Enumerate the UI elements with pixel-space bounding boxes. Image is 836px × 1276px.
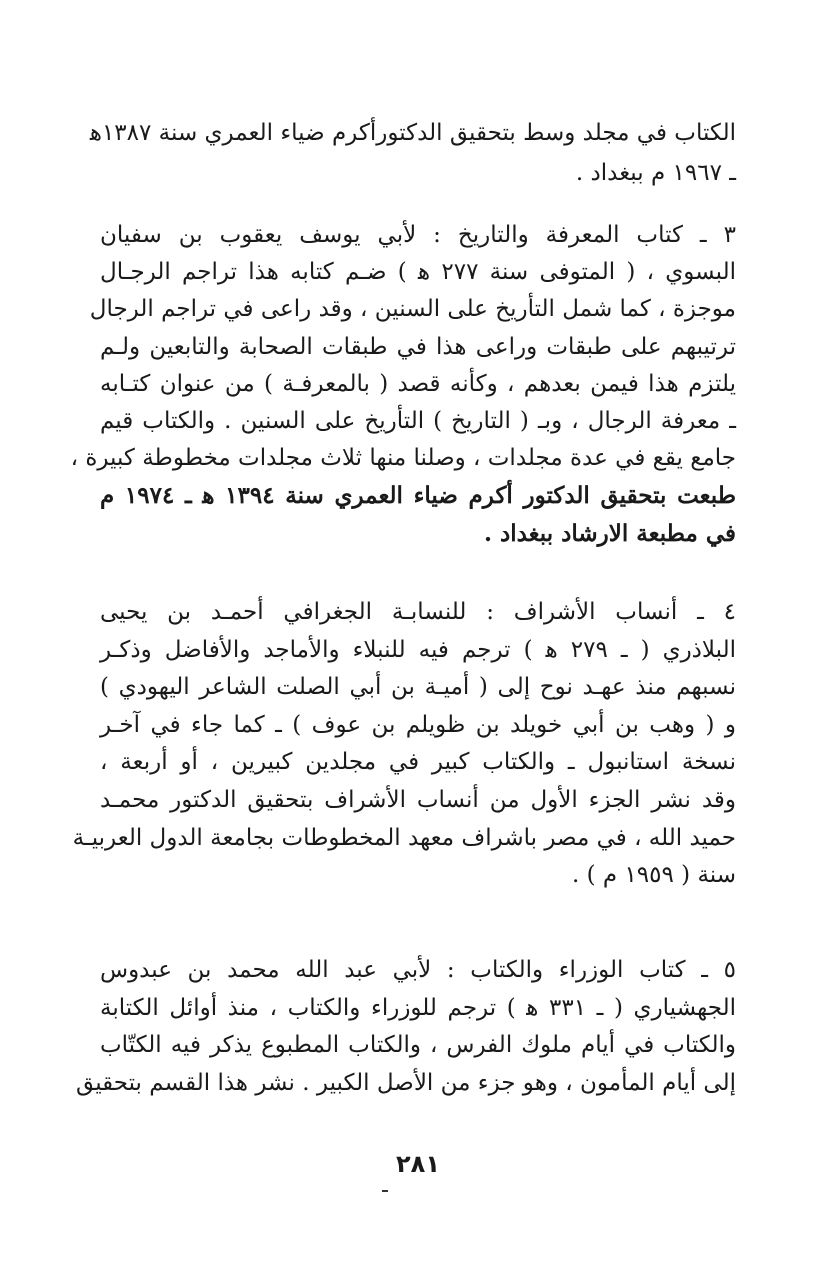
- paragraph-item-5: [76, 952, 736, 1103]
- text-line: نسخة استانبول ـ والكتاب كبير في مجلدين كبيرين ، أو أربعة ،: [100, 749, 736, 776]
- text-line: ـ معرفة الرجال ، وبـ ( التاريخ ) التأريخ على السنين . والكتاب قيم: [100, 407, 736, 434]
- text-line: طبعت بتحقيق الدكتور أكرم ضياء العمري سنة ١٣٩٤ ﻫ ـ ١٩٧٤ م: [100, 482, 737, 510]
- paragraph-item-3: [70, 217, 737, 552]
- text-line: البسوي ، ( المتوفى سنة ٢٧٧ ﻫ ) ضـم كتابه هذا تراجم الرجـال: [100, 259, 736, 286]
- text-line: ٥ ـ كتاب الوزراء والكتاب : لأبي عبد الله محمد بن عبدوس: [100, 957, 736, 983]
- text-line: ٣ ـ كتاب المعرفة والتاريخ : لأبي يوسف يعقوب بن سفيان: [100, 222, 736, 248]
- text-line: سنة ( ١٩٥٩ م ) .: [571, 862, 736, 889]
- text-line: وقد نشر الجزء الأول من أنساب الأشراف بتحقيق الدكتور محمـد: [100, 786, 736, 813]
- text-line: إلى أيام المأمون ، وهو جزء من الأصل الكبير . نشر هذا القسم بتحقيق: [76, 1070, 736, 1097]
- text-line: ٤ ـ أنساب الأشراف : للنسابـة الجغرافي أحمـد بن يحيى: [100, 599, 736, 625]
- text-line: جامع يقع في عدة مجلدات ، وصلنا منها ثلاث مجلدات مخطوطة كبيرة ،: [70, 445, 736, 472]
- text-line: البلاذري ( ـ ٢٧٩ ﻫ ) ترجم فيه للنبلاء والأماجد والأفاضل وذكـر: [100, 636, 736, 663]
- text-line: ترتيبهم على طبقات وراعى هذا في طبقات الصحابة والتابعين ولـم: [100, 333, 736, 360]
- text-line: يلتزم هذا فيمن بعدهم ، وكأنه قصد ( بالمعرفـة ) من عنوان كتـابه: [100, 370, 736, 397]
- page-number-dash: [382, 1190, 388, 1192]
- text-line: الجهشياري ( ـ ٣٣١ ﻫ ) ترجم للوزراء والكتاب ، منذ أوائل الكتابة: [100, 994, 736, 1021]
- text-line: حميد الله ، في مصر باشراف معهد المخطوطات بجامعة الدول العربيـة: [72, 824, 736, 851]
- text-line: نسبهم منذ عهـد نوح إلى ( أميـة بن أبي الصلت الشاعر اليهودي ): [100, 674, 736, 701]
- text-line: ـ ١٩٦٧ م ببغداد .: [575, 160, 736, 186]
- paragraph-intro-continuation: [89, 113, 736, 193]
- text-line: موجزة ، كما شمل التأريخ على السنين ، وقد راعى في تراجم الرجال: [89, 296, 736, 323]
- text-line: و ( وهب بن أبي خويلد بن ظويلم بن عوف ) ـ كما جاء في آخـر: [100, 711, 736, 738]
- text-line: في مطبعة الارشاد ببغداد .: [483, 519, 736, 547]
- text-line: الكتاب في مجلد وسط بتحقيق الدكتورأكرم ضياء العمري سنة ١٣٨٧ﻫ: [89, 120, 736, 146]
- page-number: ٢٨١: [396, 1150, 440, 1178]
- text-line: والكتاب في أيام ملوك الفرس ، والكتاب المطبوع يذكر فيه الكتّاب: [100, 1032, 736, 1059]
- paragraph-item-4: [72, 594, 736, 895]
